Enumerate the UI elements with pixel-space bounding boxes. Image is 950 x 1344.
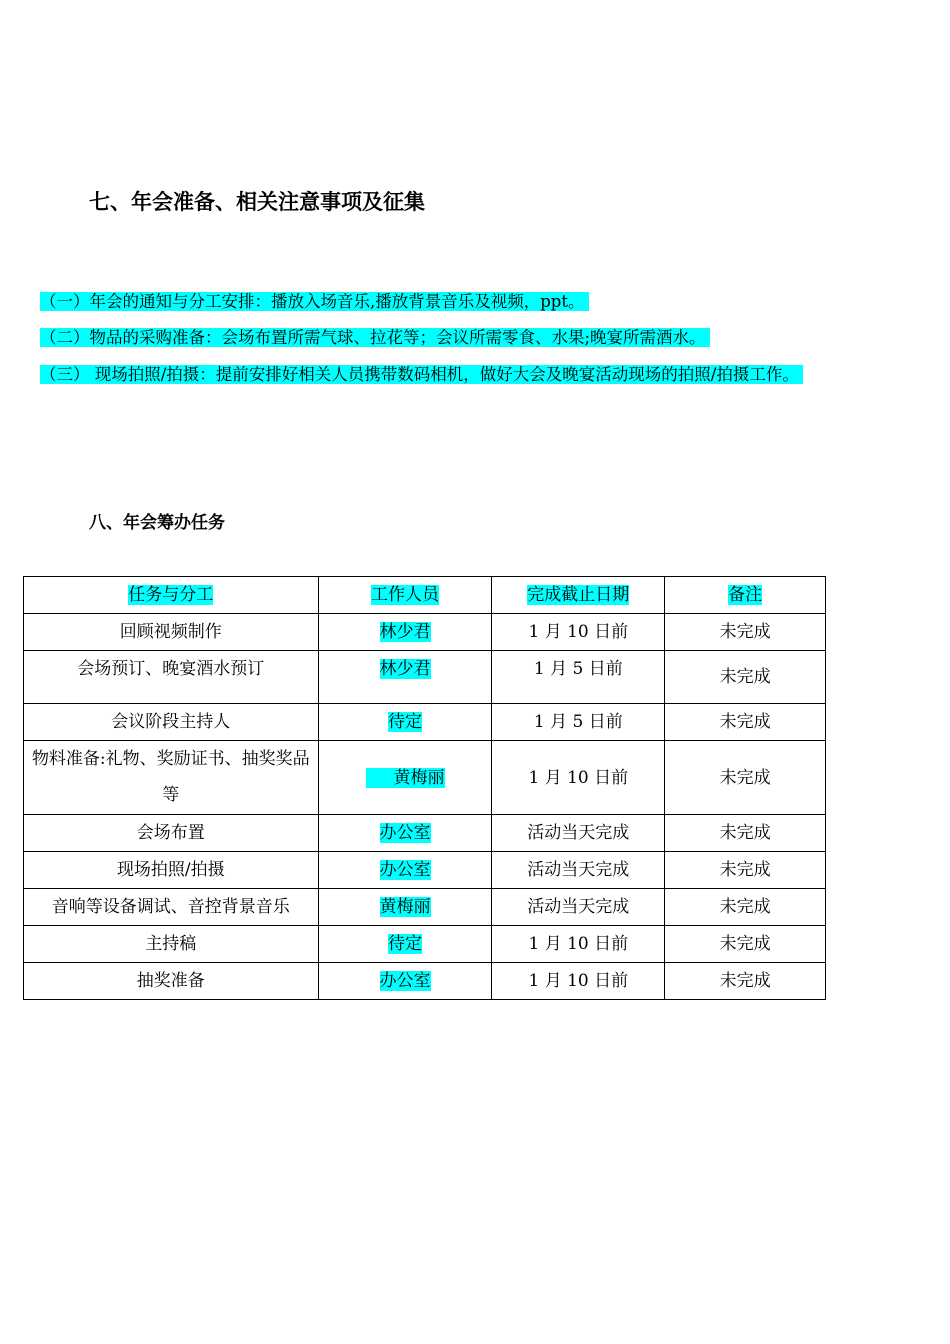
cell-staff: 待定 (318, 704, 492, 741)
cell-task: 会场布置 (24, 815, 319, 852)
cell-note: 未完成 (665, 815, 826, 852)
header-staff: 工作人员 (318, 577, 492, 614)
cell-deadline: 活动当天完成 (492, 815, 665, 852)
cell-note: 未完成 (665, 741, 826, 815)
cell-staff: 办公室 (318, 815, 492, 852)
header-note: 备注 (665, 577, 826, 614)
section8-title: 八、年会筹办任务 (89, 513, 225, 533)
cell-task: 音响等设备调试、音控背景音乐 (24, 889, 319, 926)
cell-deadline: 1 月 5 日前 (492, 704, 665, 741)
header-task: 任务与分工 (24, 577, 319, 614)
cell-deadline: 1 月 10 日前 (492, 614, 665, 651)
header-deadline: 完成截止日期 (492, 577, 665, 614)
cell-note: 未完成 (665, 614, 826, 651)
cell-staff: 办公室 (318, 963, 492, 1000)
table-row (24, 963, 826, 1000)
cell-task: 物料准备:礼物、奖励证书、抽奖奖品等 (24, 741, 319, 815)
section7-item-3 (40, 364, 803, 386)
table-row (24, 926, 826, 963)
cell-staff: 待定 (318, 926, 492, 963)
cell-staff: 林少君 (318, 614, 492, 651)
cell-deadline: 活动当天完成 (492, 852, 665, 889)
cell-deadline: 1 月 10 日前 (492, 963, 665, 1000)
table-row (24, 704, 826, 741)
task-table (23, 576, 826, 1000)
table-row (24, 651, 826, 704)
cell-staff: 黄梅丽 (318, 889, 492, 926)
table-row (24, 815, 826, 852)
cell-staff: 办公室 (318, 852, 492, 889)
cell-note: 未完成 (665, 852, 826, 889)
cell-deadline: 活动当天完成 (492, 889, 665, 926)
cell-task: 抽奖准备 (24, 963, 319, 1000)
section7-item-3-text: （三） 现场拍照/拍摄：提前安排好相关人员携带数码相机，做好大会及晚宴活动现场的拍照/拍摄工作。 (40, 365, 803, 384)
section7-item-1 (40, 291, 589, 313)
table-header-row (24, 577, 826, 614)
section7-item-1-text: （一）年会的通知与分工安排：播放入场音乐,播放背景音乐及视频，ppt。 (40, 292, 589, 311)
cell-staff: 黄梅丽 (318, 741, 492, 815)
cell-task: 回顾视频制作 (24, 614, 319, 651)
cell-task: 主持稿 (24, 926, 319, 963)
cell-staff: 林少君 (318, 651, 492, 704)
cell-note: 未完成 (665, 963, 826, 1000)
section7-item-2 (40, 327, 710, 349)
cell-note: 未完成 (665, 651, 826, 704)
cell-task: 现场拍照/拍摄 (24, 852, 319, 889)
cell-note: 未完成 (665, 889, 826, 926)
table-row (24, 889, 826, 926)
cell-note: 未完成 (665, 704, 826, 741)
table-row (24, 852, 826, 889)
cell-note: 未完成 (665, 926, 826, 963)
cell-deadline: 1 月 5 日前 (492, 651, 665, 704)
section7-title: 七、年会准备、相关注意事项及征集 (89, 190, 425, 214)
cell-task: 会场预订、晚宴酒水预订 (24, 651, 319, 704)
table-row (24, 741, 826, 815)
table-row (24, 614, 826, 651)
cell-deadline: 1 月 10 日前 (492, 741, 665, 815)
cell-deadline: 1 月 10 日前 (492, 926, 665, 963)
cell-task: 会议阶段主持人 (24, 704, 319, 741)
section7-item-2-text: （二）物品的采购准备：会场布置所需气球、拉花等；会议所需零食、水果;晚宴所需酒水。 (40, 328, 710, 347)
